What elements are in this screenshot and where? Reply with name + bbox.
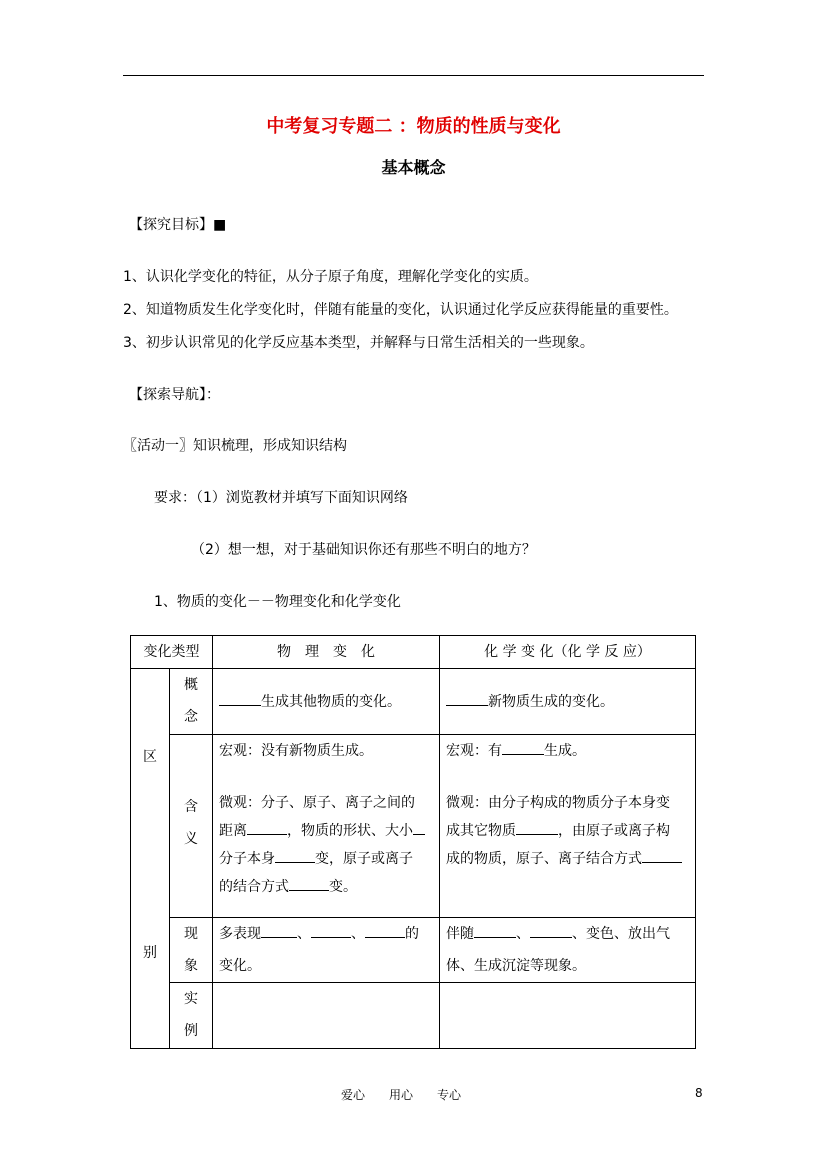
fill-blank[interactable] [413,820,425,835]
side-label-bottom: 别 [143,945,157,961]
fill-blank[interactable] [530,923,572,938]
example-label-1: 实 [184,991,198,1007]
footer-item: 爱心 [341,1088,366,1102]
fill-blank[interactable] [261,923,297,938]
page-subtitle: 基本概念 [381,158,446,177]
goal-item-1: 1、认识化学变化的特征，从分子原子角度，理解化学变化的实质。 [123,269,538,285]
phenomenon-physical-line-2: 变化。 [219,958,261,974]
text-span: 距离 [219,823,247,839]
fill-blank[interactable] [311,923,351,938]
text-span: 的 [405,926,419,942]
text-span: 多表现 [219,926,261,942]
meaning-physical-micro-4 [219,873,439,901]
concept-label [170,669,213,735]
phenomenon-chemical-line-2: 体、生成沉淀等现象。 [446,958,586,974]
phenomenon-label [170,918,213,983]
side-label-cell [131,669,170,1049]
example-physical[interactable] [213,983,440,1049]
text-span: 成其它物质 [446,823,516,839]
page-title: 中考复习专题二 ：物质的性质与变化 [266,116,561,137]
text-span: ，由原子或离子构 [558,823,670,839]
side-label-top: 区 [143,749,157,765]
requirement-2: （2）想一想，对于基础知识你还有那些不明白的地方？ [191,542,536,558]
meaning-physical-micro-2 [219,817,439,845]
explore-nav-heading: 【探索导航】： [129,387,220,403]
concept-label-1: 概 [184,677,198,693]
header-type: 变化类型 [131,636,213,669]
meaning-physical-micro-3 [219,845,439,873]
text-span: 生成。 [544,743,586,759]
meaning-chemical-micro-2 [446,817,695,845]
meaning-label-2: 义 [184,831,198,847]
concept-chemical [440,669,696,735]
phenomenon-chemical-line-1 [446,918,689,950]
meaning-label-1: 含 [184,799,198,815]
requirement-1: 要求：（1）浏览教材并填写下面知识网络 [154,490,408,506]
text-span: 、 [516,926,530,942]
phenomenon-chemical [440,918,696,983]
text-span: 、 [351,926,365,942]
text-span: 分子本身 [219,851,275,867]
text-span: 变，原子或离子 [315,851,413,867]
fill-blank[interactable] [289,876,329,891]
text-span: 、变色、放出气 [572,926,670,942]
concept-physical [213,669,440,735]
fill-blank[interactable] [474,923,516,938]
footer-item: 专心 [437,1088,462,1102]
fill-blank[interactable] [219,691,261,706]
phenomenon-physical-line-1 [219,918,433,950]
goal-item-2: 2、知道物质发生化学变化时，伴随有能量的变化，认识通过化学反应获得能量的重要性。 [123,302,678,318]
concept-label-2: 念 [184,709,198,725]
fill-blank[interactable] [365,923,405,938]
meaning-chemical-macro [446,737,695,765]
fill-blank[interactable] [516,820,558,835]
meaning-physical [213,735,440,918]
footer-item: 用心 [389,1088,414,1102]
example-label-2: 例 [184,1023,198,1039]
phenomenon-label-1: 现 [184,926,198,942]
text-span: 、 [297,926,311,942]
concept-chemical-text: 新物质生成的变化。 [488,693,614,710]
text-span: 变。 [329,879,357,895]
meaning-chemical [440,735,696,918]
text-span: 的结合方式 [219,879,289,895]
meaning-chemical-micro-1: 微观：由分子构成的物质分子本身变 [446,795,670,811]
example-label [170,983,213,1049]
text-span: 伴随 [446,926,474,942]
header-chemical: 化 学 变 化（化 学 反 应） [440,636,696,669]
fill-blank[interactable] [642,848,682,863]
phenomenon-physical [213,918,440,983]
explore-goal-heading: 【探究目标】■ [129,217,227,233]
activity-1-heading: 〖活动一〗知识梳理，形成知识结构 [123,438,347,454]
text-span: ，物质的形状、大小 [287,823,413,839]
meaning-chemical-micro-3 [446,845,695,873]
change-comparison-table [130,635,696,1049]
page-number: 8 [695,1086,703,1100]
example-chemical[interactable] [440,983,696,1049]
fill-blank[interactable] [446,691,488,706]
header-rule [123,75,704,76]
phenomenon-label-2: 象 [184,958,198,974]
goal-item-3: 3、初步认识常见的化学反应基本类型，并解释与日常生活相关的一些现象。 [123,335,594,351]
header-physical: 物 理 变 化 [213,636,440,669]
fill-blank[interactable] [247,820,287,835]
section-1-heading: 1、物质的变化－－物理变化和化学变化 [154,594,401,610]
meaning-label [170,735,213,918]
fill-blank[interactable] [275,848,315,863]
meaning-physical-micro-1: 微观：分子、原子、离子之间的 [219,795,415,811]
meaning-physical-macro: 宏观：没有新物质生成。 [219,743,373,759]
concept-physical-text: 生成其他物质的变化。 [261,693,401,710]
footer-slogan [341,1086,485,1103]
text-span: 宏观：有 [446,743,502,759]
text-span: 成的物质，原子、离子结合方式 [446,851,642,867]
fill-blank[interactable] [502,740,544,755]
